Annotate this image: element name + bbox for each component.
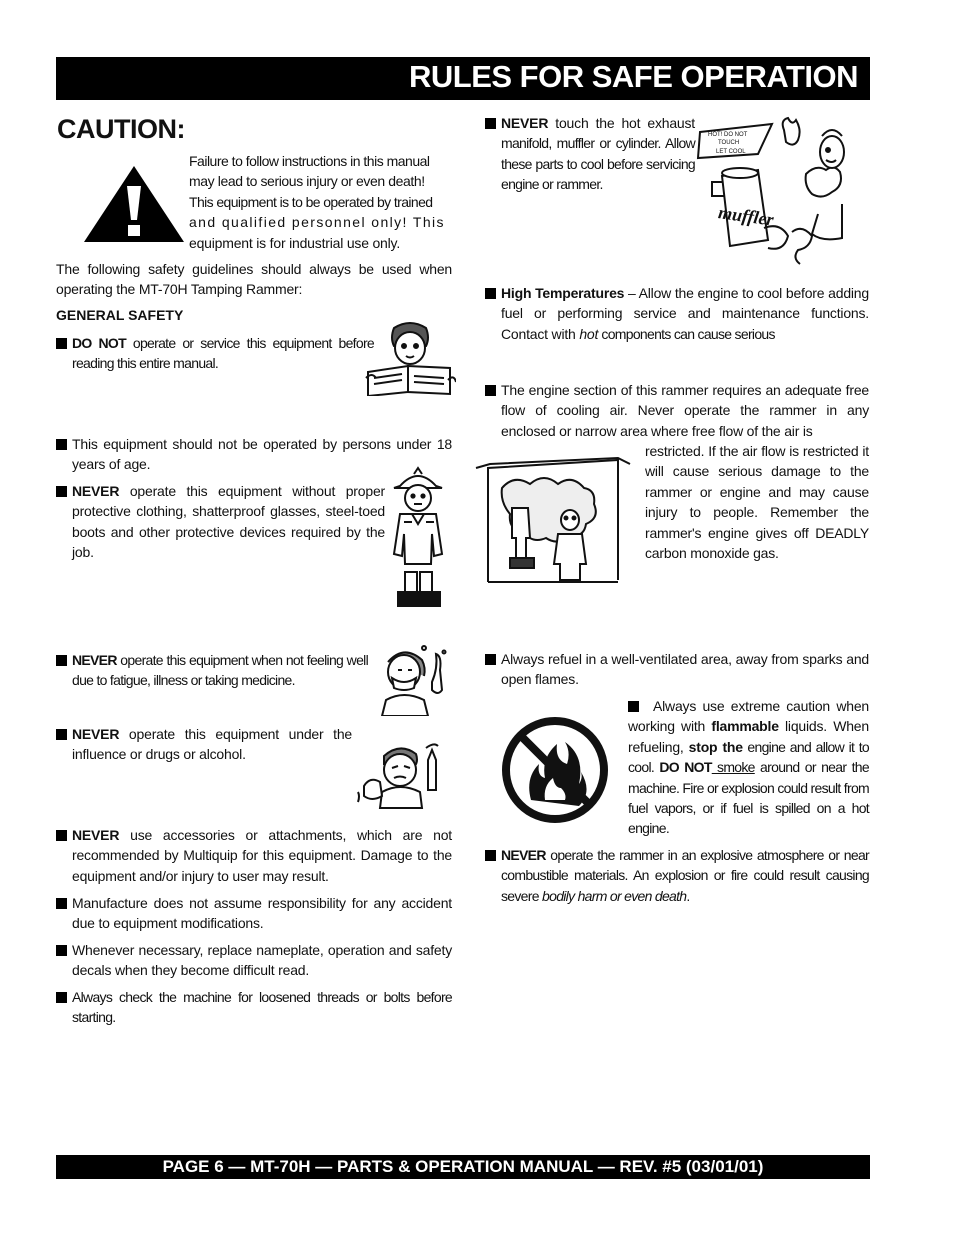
bullet-text: This equipment should not be operated by persons under 18 years of age.: [72, 436, 452, 473]
bold-never: NEVER: [72, 652, 117, 668]
bullet-flammable: [628, 696, 869, 839]
bullet-text: .: [686, 887, 690, 904]
muffler-sign-text: LET COOL: [716, 149, 746, 155]
bullet-fatigue: [56, 650, 368, 691]
exclamation-triangle-icon: [82, 164, 186, 244]
bold-stop-the: stop the: [688, 738, 743, 755]
bullet-text: Whenever necessary, replace nameplate, operation and safety decals when they become difficult read.: [72, 942, 452, 979]
underlined-smoke: smoke: [711, 759, 755, 776]
bullet-text: liquids. When refueling,: [628, 718, 869, 755]
bullet-text: components can cause serious: [598, 325, 775, 342]
muffler-label: muffler: [717, 202, 775, 230]
warning-line: This equipment is to be operated by trained: [189, 193, 433, 210]
bullet-text: Manufacture does not assume responsibility for any accident due to equipment modifications.: [72, 895, 452, 932]
warning-line: equipment is for industrial use only.: [189, 234, 401, 251]
air-flow-continued: [645, 441, 869, 563]
italic-hot: hot: [579, 325, 599, 342]
bullet-high-temperatures: [485, 283, 869, 344]
worker-in-protective-gear-icon: [386, 466, 450, 610]
bullet-explosive: [485, 845, 869, 906]
warning-text: [189, 151, 451, 253]
rammer-in-enclosed-room-icon: [472, 448, 634, 594]
header-bar: [56, 57, 870, 100]
general-safety-heading: GENERAL SAFETY: [56, 307, 184, 323]
bold-do-not: DO NOT: [72, 335, 126, 351]
bullet-protective-clothing: [56, 481, 385, 563]
muffler-sign-text: TOUCH: [718, 140, 740, 146]
bullet-air-flow: [485, 380, 869, 441]
bullet-text: The engine section of this rammer requires an adequate free flow of cooling air. Never operate the rammer in any enclosed or narrow area where free flow of the air is: [501, 382, 869, 439]
bullet-text: Always use extreme caution when working with: [628, 698, 869, 735]
bullet-manufacture: [56, 893, 452, 934]
bullet-refuel: [485, 649, 869, 690]
bullet-text: use accessories or attachments, which are not recommended by Multiquip for this equipment. Damage to the equipment and/or injury to user may result.: [72, 827, 452, 884]
bold-never: NEVER: [72, 726, 120, 742]
bullet-text: operate the rammer in an explosive atmosphere or near combustible materials. An explosion or fire could result causing severe: [501, 847, 869, 904]
bold-never: NEVER: [501, 115, 549, 131]
hot-muffler-icon: [692, 116, 872, 266]
bullet-text: touch the hot exhaust: [548, 115, 695, 131]
bullet-text: operate this equipment when not feeling well due to fatigue, illness or taking medicine.: [72, 652, 368, 689]
bullet-text: manifold, muffler or cylinder. Allow these parts to cool before servicing engine or rammer.: [501, 135, 695, 193]
bold-do-not: DO NOT: [659, 759, 712, 776]
bold-never: NEVER: [72, 483, 120, 499]
footer-bar: [56, 1155, 870, 1179]
italic-bodily-harm: bodily harm or even death: [542, 887, 687, 904]
bullet-text: – Allow the engine to cool before adding fuel or performing service and maintenance functions. Contact with: [501, 285, 869, 342]
bold-high-temperatures: High Temperatures: [501, 285, 625, 301]
bullet-drugs: [56, 724, 352, 765]
bullet-text: engine and allow it to cool.: [628, 738, 869, 776]
bullet-text: Always check the machine for loosened threads or bolts before starting.: [72, 989, 452, 1026]
warning-line: may lead to serious injury or even death!: [189, 173, 425, 190]
drunk-worker-icon: [354, 740, 452, 810]
bullet-text: around or near the machine. Fire or explosion could result from fuel vapors, or if fuel is spilled on a hot engine.: [628, 759, 869, 837]
flammable-text: [628, 696, 869, 839]
bullet-accessories: [56, 825, 452, 886]
worker-reading-manual-icon: [364, 320, 456, 396]
page-title: RULES FOR SAFE OPERATION: [408, 59, 858, 94]
bullet-loosened: [56, 987, 452, 1028]
intro-paragraph: The following safety guidelines should always be used when operating the MT-70H Tamping Rammer:: [56, 261, 452, 298]
bullet-text: Always refuel in a well-ventilated area, away from sparks and open flames.: [501, 651, 869, 688]
sick-worker-icon: [378, 642, 454, 716]
bullet-text: operate this equipment under the influence or drugs or alcohol.: [72, 726, 352, 763]
bullet-do-not: [56, 333, 374, 374]
warning-line: and qualified personnel only! This: [189, 214, 445, 231]
bullet-text: restricted. If the air flow is restricted it will cause serious damage to the rammer or engine and may cause injury to people. Remember the rammer's engine gives off DEADLY carbon monoxide gas.: [645, 443, 869, 562]
bold-flammable: flammable: [711, 718, 779, 735]
bullet-nameplate: [56, 940, 452, 981]
no-open-flame-icon: [501, 716, 609, 824]
bold-never: NEVER: [72, 827, 120, 843]
muffler-sign-text: HOT! DO NOT: [708, 132, 748, 138]
caution-heading: CAUTION:: [57, 114, 185, 144]
warning-line: Failure to follow instructions in this manual: [189, 153, 430, 169]
bullet-exhaust: [485, 113, 695, 195]
footer-text: PAGE 6 — MT-70H — PARTS & OPERATION MANUAL — REV. #5 (03/01/01): [162, 1157, 764, 1176]
bold-never: NEVER: [501, 847, 546, 863]
bullet-text: operate this equipment without proper protective clothing, shatterproof glasses, steel-toed boots and other protective devices required by the job.: [72, 483, 385, 561]
bullet-text: operate or service this equipment before reading this entire manual.: [72, 335, 374, 372]
